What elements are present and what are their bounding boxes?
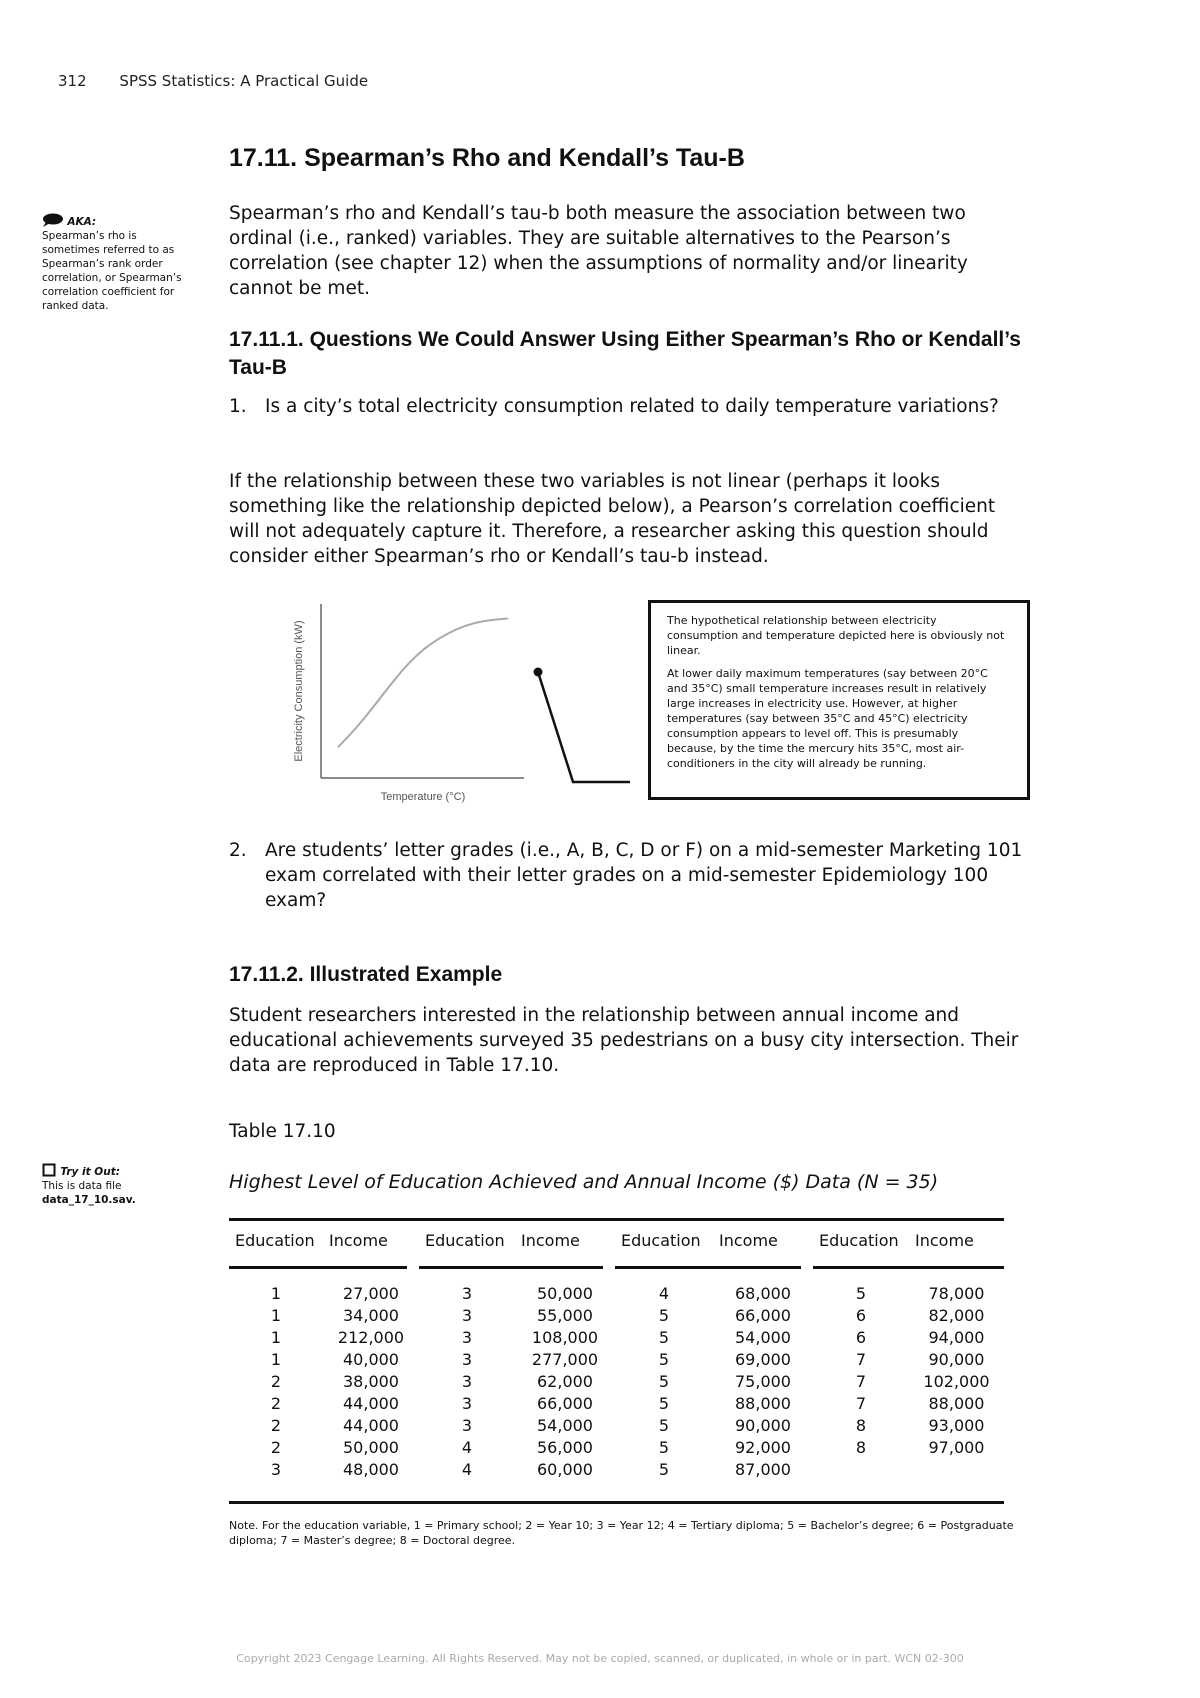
income-cell: 55,000 [537, 1305, 593, 1325]
question-1-number: 1. [229, 396, 247, 417]
connector-line [538, 672, 630, 782]
table-row [229, 1414, 1004, 1436]
callout-p2: At lower daily maximum temperatures (say between 20°C and 35°C) small temperature increases result in relatively large increases in electricity use. However, at higher temperatures (say between 35°C and 45°C) electricity consumption appears to level off. This is presumably because, by the time the mercury hits 35°C, most air-conditioners in the city will already be running. [667, 667, 988, 770]
education-cell: 1 [270, 1283, 282, 1303]
data-file-name: data_17_10.sav. [42, 1194, 136, 1206]
question-1-text: Is a city’s total electricity consumption related to daily temperature variations? [265, 396, 999, 417]
income-cell: 102,000 [923, 1371, 990, 1391]
table-note: Note. For the education variable, 1 = Primary school; 2 = Year 10; 3 = Year 12; 4 = Tertiary diploma; 5 = Bachelor’s degree; 6 = Postgraduate diploma; 7 = Master’s degree; 8 = Doctoral degree. [229, 1519, 1014, 1547]
income-cell: 90,000 [735, 1415, 791, 1435]
education-cell: 3 [461, 1393, 473, 1413]
table-label: Table 17.10 [229, 1121, 336, 1142]
example-paragraph: Student researchers interested in the relationship between annual income and educational achievements surveyed 35 pedestrians on a busy city intersection. Their data are reproduced in Table 17.10. [229, 1005, 1019, 1076]
income-cell: 54,000 [537, 1415, 593, 1435]
income-cell: 62,000 [537, 1371, 593, 1391]
aka-title: AKA: [67, 216, 97, 228]
education-cell [813, 1458, 909, 1480]
speech-bubble-icon [42, 213, 64, 227]
income-cell [909, 1458, 1004, 1480]
electricity-temperature-chart [290, 596, 530, 812]
education-cell: 5 [658, 1327, 670, 1347]
question-2-number: 2. [229, 840, 247, 861]
table-row [229, 1392, 1004, 1414]
education-cell: 5 [658, 1393, 670, 1413]
consumption-curve [338, 618, 508, 747]
education-cell: 3 [461, 1327, 473, 1347]
callout-connector [528, 662, 634, 788]
try-it-title: Try it Out: [60, 1166, 120, 1178]
income-cell: 66,000 [735, 1305, 791, 1325]
income-cell: 56,000 [537, 1437, 593, 1457]
nonlinear-paragraph: If the relationship between these two variables is not linear (perhaps it looks something like the relationship depicted below), a Pearson’s correlation coefficient will not adequately capture it. Therefore, a researcher asking this question should consider either Spearman’s rho or Kendall’s tau-b instead. [229, 471, 996, 567]
income-cell: 94,000 [928, 1327, 985, 1347]
table-bottom-rule [229, 1501, 1004, 1504]
income-cell: 93,000 [928, 1415, 985, 1435]
group-rule [419, 1266, 603, 1269]
education-cell: 5 [658, 1305, 670, 1325]
x-axis-label: Temperature (°C) [380, 791, 466, 803]
y-axis-label: Electricity Consumption (kW) [293, 620, 305, 762]
try-it-line1: This is data file [42, 1180, 122, 1192]
education-cell: 4 [461, 1437, 473, 1457]
income-cell: 66,000 [537, 1393, 593, 1413]
section-title: 17.11. Spearman’s Rho and Kendall’s Tau-B [229, 144, 745, 172]
header-education: Education [819, 1231, 899, 1250]
education-cell: 2 [270, 1437, 282, 1457]
checkbox-icon [42, 1163, 57, 1178]
education-cell: 1 [270, 1349, 282, 1369]
education-cell: 2 [270, 1393, 282, 1413]
education-cell: 3 [270, 1459, 282, 1479]
education-cell: 7 [855, 1371, 867, 1391]
education-cell: 4 [461, 1459, 473, 1479]
income-cell: 88,000 [735, 1393, 791, 1413]
income-cell: 44,000 [343, 1415, 399, 1435]
header-education: Education [621, 1231, 701, 1250]
income-cell: 48,000 [343, 1459, 399, 1479]
group-rule [813, 1266, 1004, 1269]
copyright-footer: Copyright 2023 Cengage Learning. All Rights Reserved. May not be copied, scanned, or duplicated, in whole or in part. WCN 02-300 [236, 1652, 964, 1665]
table-row [229, 1458, 1004, 1480]
question-2-text: Are students’ letter grades (i.e., A, B, C, D or F) on a mid-semester Marketing 101 exam correlated with their letter grades on a mid-semester Epidemiology 100 exam? [265, 840, 1023, 911]
header-income: Income [719, 1231, 778, 1250]
education-cell: 3 [461, 1371, 473, 1391]
group-rule [615, 1266, 801, 1269]
running-header [58, 72, 368, 90]
subsection-1-title: 17.11.1. Questions We Could Answer Using Either Spearman’s Rho or Kendall’s Tau-B [229, 328, 1021, 379]
aka-text: Spearman’s rho is sometimes referred to as Spearman’s rank order correlation, or Spearman’s correlation coefficient for ranked data. [42, 230, 182, 312]
header-education: Education [235, 1231, 315, 1250]
question-2 [229, 838, 1029, 913]
education-cell: 3 [461, 1349, 473, 1369]
callout-p1: The hypothetical relationship between electricity consumption and temperature depicted here is obviously not linear. [667, 614, 1005, 657]
income-cell: 38,000 [343, 1371, 399, 1391]
education-cell: 5 [658, 1415, 670, 1435]
education-cell: 4 [658, 1283, 670, 1303]
income-cell: 54,000 [735, 1327, 791, 1347]
education-cell: 6 [855, 1305, 867, 1325]
income-cell: 50,000 [537, 1283, 593, 1303]
income-cell: 44,000 [343, 1393, 399, 1413]
intro-paragraph: Spearman’s rho and Kendall’s tau-b both measure the association between two ordinal (i.e., ranked) variables. They are suitable alternatives to the Pearson’s correlation (see chapter 12) when the assumptions of normality and/or linearity cannot be met. [229, 203, 968, 299]
table-container [229, 1220, 1004, 1480]
header-education: Education [425, 1231, 505, 1250]
group-rule [229, 1266, 407, 1269]
book-title: SPSS Statistics: A Practical Guide [119, 72, 369, 90]
income-cell: 40,000 [343, 1349, 399, 1369]
education-cell: 5 [855, 1283, 867, 1303]
education-cell: 3 [461, 1415, 473, 1435]
table-row [229, 1348, 1004, 1370]
table-caption: Highest Level of Education Achieved and Annual Income ($) Data (N = 35) [229, 1171, 939, 1193]
education-cell: 3 [461, 1283, 473, 1303]
income-cell: 90,000 [928, 1349, 985, 1369]
income-cell: 60,000 [537, 1459, 593, 1479]
income-cell: 97,000 [928, 1437, 985, 1457]
education-cell: 1 [270, 1327, 282, 1347]
header-income: Income [521, 1231, 580, 1250]
subsection-2-title: 17.11.2. Illustrated Example [229, 963, 503, 986]
income-cell: 27,000 [343, 1283, 399, 1303]
education-cell: 5 [658, 1459, 670, 1479]
header-income: Income [329, 1231, 388, 1250]
table-row [229, 1326, 1004, 1348]
table-header-row [229, 1220, 1004, 1260]
education-cell: 6 [855, 1327, 867, 1347]
income-cell: 87,000 [735, 1459, 791, 1479]
education-cell: 2 [270, 1371, 282, 1391]
education-cell: 8 [855, 1437, 867, 1457]
education-cell: 2 [270, 1415, 282, 1435]
table-row [229, 1274, 1004, 1304]
education-cell: 5 [658, 1349, 670, 1369]
education-cell: 1 [270, 1305, 282, 1325]
callout-box [648, 600, 1030, 800]
aka-sidebar [42, 213, 192, 313]
try-it-header [42, 1163, 192, 1179]
income-cell: 108,000 [531, 1327, 599, 1347]
income-cell: 68,000 [735, 1283, 791, 1303]
income-cell: 212,000 [337, 1327, 405, 1347]
question-1 [229, 394, 1029, 419]
education-cell: 5 [658, 1371, 670, 1391]
income-cell: 277,000 [531, 1349, 599, 1369]
education-cell: 7 [855, 1349, 867, 1369]
table-row [229, 1436, 1004, 1458]
income-cell: 34,000 [343, 1305, 399, 1325]
data-table [229, 1220, 1004, 1480]
header-income: Income [915, 1231, 974, 1250]
table-row [229, 1370, 1004, 1392]
education-cell: 3 [461, 1305, 473, 1325]
income-cell: 69,000 [735, 1349, 791, 1369]
income-cell: 92,000 [735, 1437, 791, 1457]
try-it-sidebar [42, 1163, 192, 1207]
income-cell: 82,000 [928, 1305, 985, 1325]
table-body [229, 1274, 1004, 1480]
aka-header [42, 213, 192, 229]
income-cell: 50,000 [343, 1437, 399, 1457]
income-cell: 78,000 [928, 1283, 985, 1303]
page-number: 312 [58, 72, 87, 90]
education-cell: 8 [855, 1415, 867, 1435]
income-cell: 88,000 [928, 1393, 985, 1413]
income-cell: 75,000 [735, 1371, 791, 1391]
education-cell: 7 [855, 1393, 867, 1413]
table-row [229, 1304, 1004, 1326]
education-cell: 5 [658, 1437, 670, 1457]
